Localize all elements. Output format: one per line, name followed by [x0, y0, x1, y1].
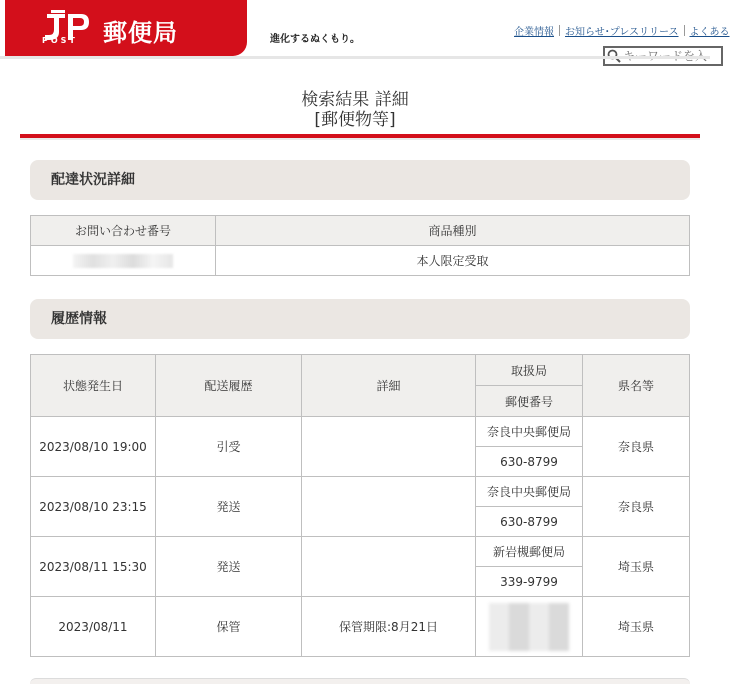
page-title-line1: 検索結果 詳細: [301, 90, 409, 110]
table-header-row: [31, 355, 690, 386]
title-divider-shadow: [20, 138, 700, 140]
row-detail: [302, 537, 476, 597]
row-prefecture: 埼玉県: [583, 537, 690, 597]
link-divider: [559, 25, 560, 36]
row-office-redacted: [476, 597, 583, 657]
table-row: [31, 597, 690, 657]
row-date: 2023/08/11 15:30: [31, 537, 156, 597]
link-news-press[interactable]: お知らせ･プレスリリース: [565, 27, 679, 38]
delivery-status-table: [30, 215, 690, 276]
redacted-office: [489, 603, 569, 651]
link-corporate-info[interactable]: 企業情報: [514, 27, 554, 38]
col-inquiry-number: お問い合わせ番号: [31, 216, 216, 246]
row-date: 2023/08/10 23:15: [31, 477, 156, 537]
row-history: 発送: [156, 477, 302, 537]
col-office: 取扱局: [476, 355, 583, 386]
site-header: [0, 0, 730, 58]
row-detail: 保管期限:8月21日: [302, 597, 476, 657]
row-date: 2023/08/11: [31, 597, 156, 657]
col-detail: 詳細: [302, 355, 476, 417]
col-postal-code: 郵便番号: [476, 386, 583, 417]
link-divider: [684, 25, 685, 36]
product-type-cell: 本人限定受取: [216, 246, 690, 276]
table-row: [31, 417, 690, 447]
japan-post-logo[interactable]: [5, 0, 247, 56]
row-history: 保管: [156, 597, 302, 657]
redacted-inquiry-number: [73, 254, 173, 268]
table-row: [31, 477, 690, 507]
row-office: 新岩槻郵便局: [476, 537, 583, 567]
row-office: 奈良中央郵便局: [476, 417, 583, 447]
row-detail: [302, 477, 476, 537]
link-faq[interactable]: よくある: [689, 27, 730, 38]
row-prefecture: 埼玉県: [583, 597, 690, 657]
row-history: 引受: [156, 417, 302, 477]
row-prefecture: 奈良県: [583, 417, 690, 477]
table-header-row: [31, 216, 690, 246]
row-office: 奈良中央郵便局: [476, 477, 583, 507]
logo-text: 郵便局: [103, 19, 178, 47]
row-detail: [302, 417, 476, 477]
history-table: [30, 354, 690, 657]
row-history: 発送: [156, 537, 302, 597]
col-prefecture: 県名等: [583, 355, 690, 417]
tagline: 進化するぬくもり。: [270, 34, 360, 45]
next-section-edge: [30, 678, 690, 684]
col-delivery-history: 配送履歴: [156, 355, 302, 417]
row-postal: 339-9799: [476, 567, 583, 597]
header-divider: [0, 56, 710, 59]
row-postal: 630-8799: [476, 447, 583, 477]
delivery-status-heading: 配達状況詳細: [30, 160, 690, 200]
col-product-type: 商品種別: [216, 216, 690, 246]
inquiry-number-cell: [31, 246, 216, 276]
page-title-line2: [郵便物等]: [314, 110, 396, 130]
logo-post-text: POST: [42, 36, 78, 45]
row-postal: 630-8799: [476, 507, 583, 537]
table-row: [31, 246, 690, 276]
top-links: [514, 23, 730, 38]
page-title: [0, 90, 710, 130]
history-heading: 履歴情報: [30, 299, 690, 339]
row-prefecture: 奈良県: [583, 477, 690, 537]
row-date: 2023/08/10 19:00: [31, 417, 156, 477]
col-status-date: 状態発生日: [31, 355, 156, 417]
table-row: [31, 537, 690, 567]
